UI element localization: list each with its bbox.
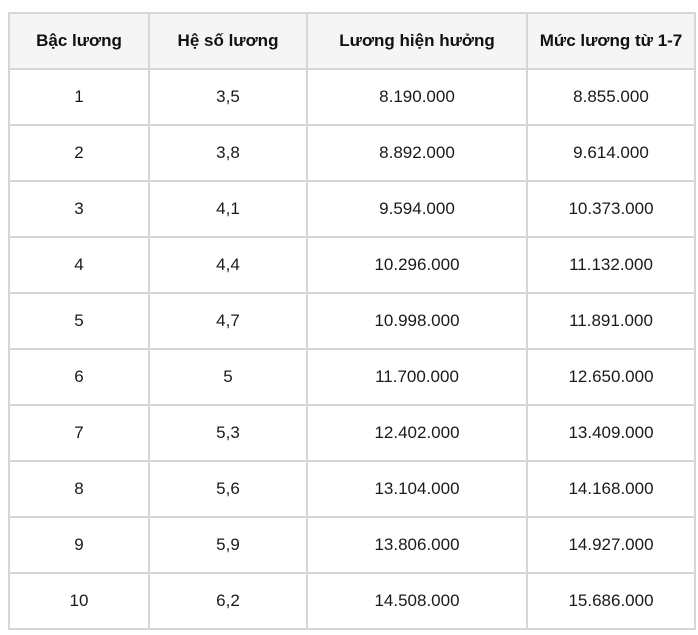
table-row: [9, 293, 695, 349]
cell-current-salary: 8.892.000: [307, 125, 527, 181]
cell-new-salary: 11.891.000: [527, 293, 695, 349]
cell-grade: 1: [9, 69, 149, 125]
table-row: [9, 349, 695, 405]
cell-current-salary: 12.402.000: [307, 405, 527, 461]
table-row: [9, 181, 695, 237]
cell-new-salary: 10.373.000: [527, 181, 695, 237]
cell-grade: 5: [9, 293, 149, 349]
cell-current-salary: 13.104.000: [307, 461, 527, 517]
cell-new-salary: 13.409.000: [527, 405, 695, 461]
salary-table: [8, 12, 696, 630]
cell-current-salary: 11.700.000: [307, 349, 527, 405]
table-row: [9, 405, 695, 461]
table-header: [9, 13, 695, 69]
cell-new-salary: 8.855.000: [527, 69, 695, 125]
table-row: [9, 237, 695, 293]
cell-grade: 4: [9, 237, 149, 293]
cell-coefficient: 4,4: [149, 237, 307, 293]
header-salary-from-july: Mức lương từ 1-7: [527, 13, 695, 69]
table-row: [9, 69, 695, 125]
table-row: [9, 125, 695, 181]
cell-new-salary: 15.686.000: [527, 573, 695, 629]
cell-grade: 3: [9, 181, 149, 237]
cell-new-salary: 12.650.000: [527, 349, 695, 405]
header-salary-grade: Bậc lương: [9, 13, 149, 69]
cell-coefficient: 4,7: [149, 293, 307, 349]
cell-current-salary: 10.998.000: [307, 293, 527, 349]
cell-grade: 8: [9, 461, 149, 517]
cell-current-salary: 8.190.000: [307, 69, 527, 125]
cell-coefficient: 3,5: [149, 69, 307, 125]
cell-grade: 10: [9, 573, 149, 629]
cell-coefficient: 5,9: [149, 517, 307, 573]
cell-coefficient: 5,3: [149, 405, 307, 461]
cell-new-salary: 11.132.000: [527, 237, 695, 293]
cell-grade: 6: [9, 349, 149, 405]
cell-new-salary: 9.614.000: [527, 125, 695, 181]
cell-coefficient: 6,2: [149, 573, 307, 629]
header-salary-coefficient: Hệ số lương: [149, 13, 307, 69]
cell-grade: 9: [9, 517, 149, 573]
cell-coefficient: 5: [149, 349, 307, 405]
table-row: [9, 517, 695, 573]
table-row: [9, 461, 695, 517]
cell-grade: 2: [9, 125, 149, 181]
cell-current-salary: 9.594.000: [307, 181, 527, 237]
cell-current-salary: 14.508.000: [307, 573, 527, 629]
cell-grade: 7: [9, 405, 149, 461]
cell-new-salary: 14.927.000: [527, 517, 695, 573]
table-body: [9, 69, 695, 629]
table-row: [9, 573, 695, 629]
cell-coefficient: 3,8: [149, 125, 307, 181]
header-current-salary: Lương hiện hưởng: [307, 13, 527, 69]
cell-coefficient: 4,1: [149, 181, 307, 237]
cell-new-salary: 14.168.000: [527, 461, 695, 517]
salary-table-container: [8, 12, 694, 630]
cell-current-salary: 10.296.000: [307, 237, 527, 293]
cell-current-salary: 13.806.000: [307, 517, 527, 573]
header-row: [9, 13, 695, 69]
cell-coefficient: 5,6: [149, 461, 307, 517]
